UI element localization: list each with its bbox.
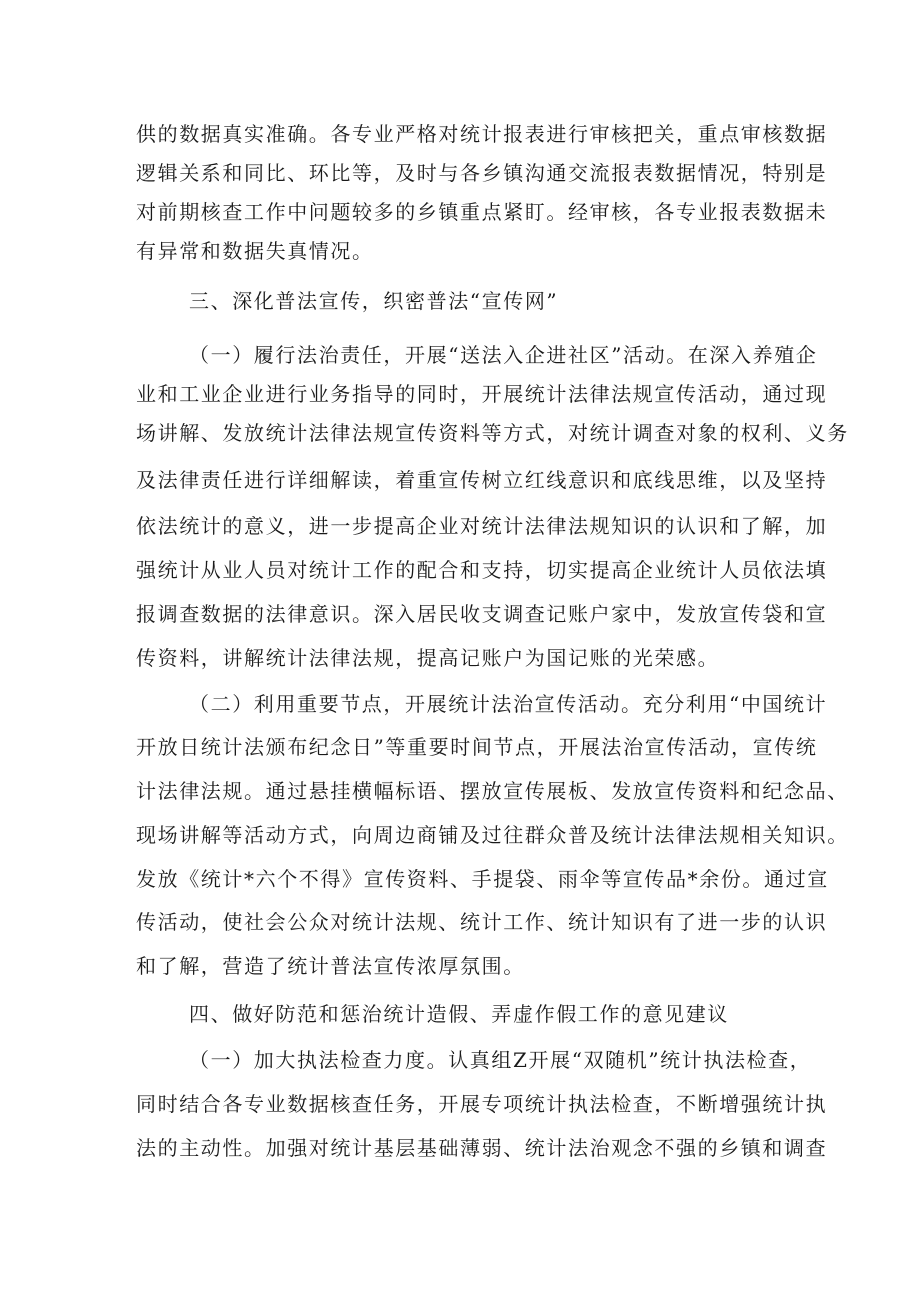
section-heading: 三、深化普法宣传，织密普法“宣传网”	[189, 289, 559, 313]
paragraph-line: （一）履行法治责任，开展“送法入企进社区”活动。在深入养殖企	[189, 343, 818, 367]
paragraph-line: 供的数据真实准确。各专业严格对统计报表进行审核把关，重点审核数据	[136, 122, 828, 146]
paragraph-line: 和了解，营造了统计普法宣传浓厚氛围。	[136, 954, 525, 978]
section-heading: 四、做好防范和惩治统计造假、弄虚作假工作的意见建议	[189, 1002, 729, 1026]
paragraph-line: 有异常和数据失真情况。	[136, 239, 374, 263]
paragraph-line: 发放《统计*六个不得》宣传资料、手提袋、雨伞等宣传品*余份。通过宣	[136, 867, 829, 891]
paragraph-line: 依法统计的意义，进一步提高企业对统计法律法规知识的认识和了解，加	[136, 514, 828, 538]
paragraph-line: 法的主动性。加强对统计基层基础薄弱、统计法治观念不强的乡镇和调查	[136, 1136, 828, 1160]
paragraph-line: 现场讲解等活动方式，向周边商铺及过往群众普及统计法律法规相关知识。	[136, 823, 849, 847]
paragraph-line: 计法律法规。通过悬挂横幅标语、摆放宣传展板、发放宣传资料和纪念品、	[136, 779, 849, 803]
paragraph-line: 对前期核查工作中问题较多的乡镇重点紧盯。经审核，各专业报表数据未	[136, 200, 828, 224]
paragraph-line: 传活动，使社会公众对统计法规、统计工作、统计知识有了进一步的认识	[136, 910, 828, 934]
paragraph-line: 报调查数据的法律意识。深入居民收支调查记账户家中，发放宣传袋和宣	[136, 602, 828, 626]
paragraph-line: 传资料，讲解统计法律法规，提高记账户为国记账的光荣感。	[136, 646, 720, 670]
paragraph-line: 及法律责任进行详细解读，着重宣传树立红线意识和底线思维，以及坚持	[136, 468, 828, 492]
paragraph-line: 业和工业企业进行业务指导的同时，开展统计法律法规宣传活动，通过现	[136, 382, 828, 406]
paragraph-line: 逻辑关系和同比、环比等，及时与各乡镇沟通交流报表数据情况，特别是	[136, 161, 828, 185]
paragraph-line: 强统计从业人员对统计工作的配合和支持，切实提高企业统计人员依法填	[136, 558, 828, 582]
paragraph-line: 开放日统计法颁布纪念日”等重要时间节点，开展法治宣传活动，宣传统	[136, 735, 818, 759]
paragraph-line: （二）利用重要节点，开展统计法治宣传活动。充分利用“中国统计	[189, 692, 828, 716]
paragraph-line: （一）加大执法检查力度。认真组Z开展“双随机”统计执法检查，	[189, 1048, 812, 1072]
paragraph-line: 同时结合各专业数据核查任务，开展专项统计执法检查，不断增强统计执	[136, 1092, 828, 1116]
paragraph-line: 场讲解、发放统计法律法规宣传资料等方式，对统计调查对象的权利、义务	[136, 421, 849, 445]
